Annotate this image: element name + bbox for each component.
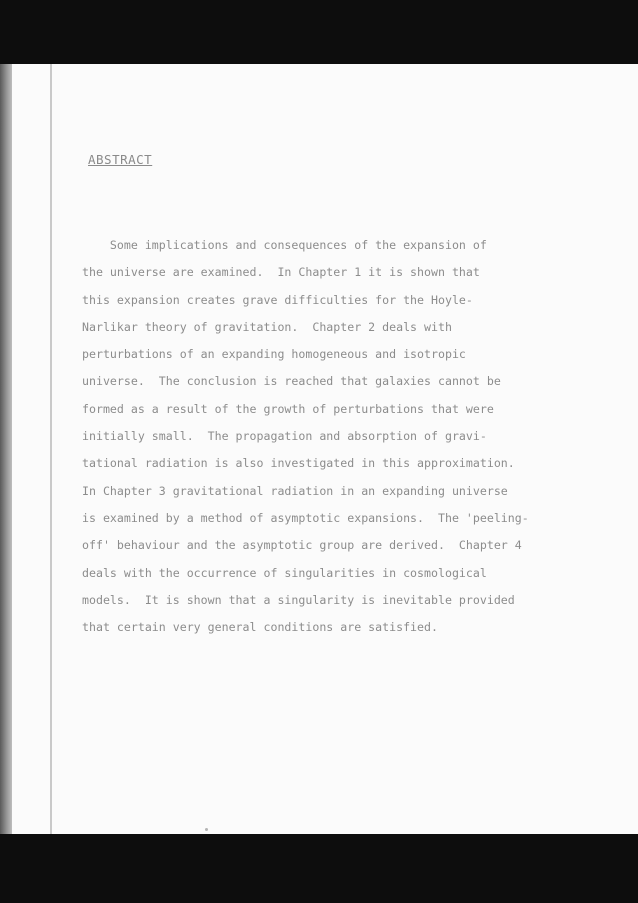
abstract-line: deals with the occurrence of singularities in cosmological (82, 565, 487, 580)
abstract-line: perturbations of an expanding homogeneous and isotropic (82, 347, 466, 362)
page-fold-line (50, 64, 52, 834)
abstract-heading: ABSTRACT (88, 152, 153, 167)
document-page (12, 64, 638, 834)
abstract-body (82, 232, 529, 641)
page-left-edge (0, 64, 12, 834)
abstract-line: In Chapter 3 gravitational radiation in an expanding universe (82, 483, 508, 498)
scan-speck (205, 828, 208, 831)
abstract-line: models. It is shown that a singularity is inevitable provided (82, 592, 515, 607)
abstract-line: initially small. The propagation and absorption of gravi- (82, 429, 487, 444)
abstract-line: tational radiation is also investigated in this approximation. (82, 456, 515, 471)
abstract-line: this expansion creates grave difficulties for the Hoyle- (82, 292, 473, 307)
abstract-line: that certain very general conditions are satisfied. (82, 620, 438, 635)
abstract-line: off' behaviour and the asymptotic group are derived. Chapter 4 (82, 538, 522, 553)
abstract-line: Narlikar theory of gravitation. Chapter 2 deals with (82, 319, 452, 334)
abstract-line: universe. The conclusion is reached that galaxies cannot be (82, 374, 501, 389)
abstract-line: the universe are examined. In Chapter 1 it is shown that (82, 265, 480, 280)
abstract-line: Some implications and consequences of the expansion of (82, 238, 487, 252)
abstract-line: is examined by a method of asymptotic expansions. The 'peeling- (82, 510, 529, 525)
abstract-line: formed as a result of the growth of perturbations that were (82, 401, 494, 416)
